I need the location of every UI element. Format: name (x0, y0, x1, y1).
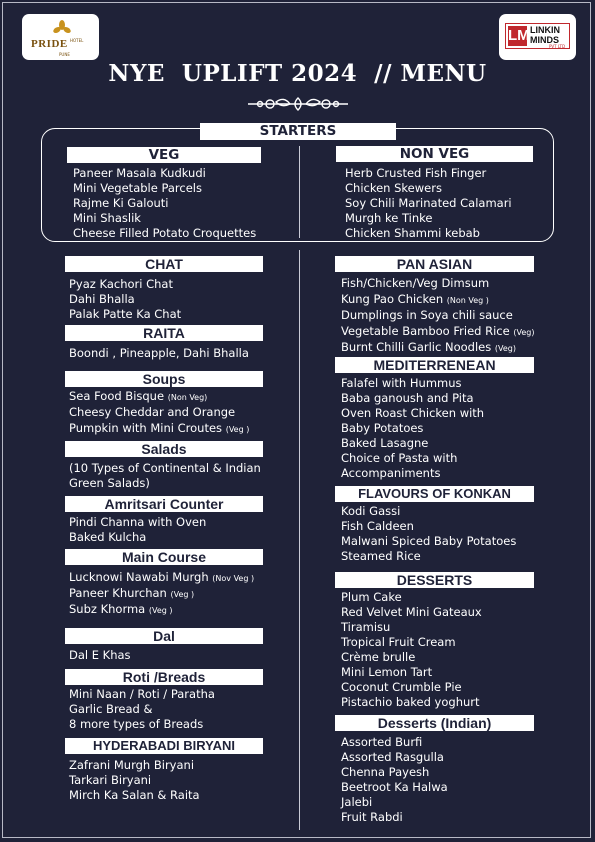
list-item: Green Salads) (69, 476, 150, 490)
pan-asian-list (341, 276, 534, 356)
linkin-logo-line3: PVT LTD (549, 44, 566, 49)
list-item: Tiramisu (341, 620, 391, 634)
page-title: NYE UPLIFT 2024 // MENU (108, 60, 487, 87)
list-item: Mini Naan / Roti / Paratha (69, 687, 215, 701)
desserts-indian-list (341, 735, 448, 825)
linkin-minds-logo (499, 14, 576, 60)
salads-list (69, 461, 261, 491)
pan-asian-header: PAN ASIAN (335, 256, 534, 272)
salads-header: Salads (65, 441, 263, 457)
mediterranean-header: MEDITERRENEAN (335, 357, 534, 373)
flower-icon (53, 20, 71, 37)
list-item: 8 more types of Breads (69, 717, 204, 731)
list-item: Choice of Pasta with (341, 451, 458, 465)
list-item: Falafel with Hummus (341, 376, 462, 390)
starters-header: STARTERS (200, 123, 396, 140)
desserts-header: DESSERTS (335, 572, 534, 588)
raita-header: RAITA (65, 325, 263, 341)
pride-logo-city: PUNE (59, 52, 70, 57)
soups-list (69, 389, 249, 437)
list-item: Baby Potatoes (341, 421, 424, 435)
list-item: Chicken Shammi kebab (345, 226, 480, 240)
list-item: Herb Crusted Fish Finger (345, 166, 487, 180)
list-item: (10 Types of Continental & Indian (69, 461, 261, 475)
list-item: Crème brulle (341, 650, 416, 664)
list-item: Palak Patte Ka Chat (69, 307, 182, 321)
chat-header: CHAT (65, 256, 263, 272)
ornament-divider-icon (246, 94, 350, 114)
linkin-logo-line1: LINKIN (530, 25, 560, 35)
biryani-header: HYDERABADI BIRYANI (65, 738, 263, 754)
list-item: Chenna Payesh (341, 765, 430, 779)
list-item: Pindi Channa with Oven (69, 515, 207, 529)
list-item: Assorted Rasgulla (341, 750, 444, 764)
linkin-logo-frame (505, 23, 570, 49)
list-item: Chicken Skewers (345, 181, 442, 195)
list-item: Baba ganoush and Pita (341, 391, 474, 405)
columns-divider (299, 250, 300, 830)
list-item: Garlic Bread & (69, 702, 153, 716)
list-item: Dal E Khas (69, 648, 131, 662)
list-item: Lucknowi Nawabi Murgh (Nov Veg ) (69, 570, 255, 584)
list-item: Pyaz Kachori Chat (69, 277, 173, 291)
list-item: Pistachio baked yoghurt (341, 695, 480, 709)
pride-logo-sub: HOTEL (70, 38, 84, 43)
lm-mark: LM (508, 27, 530, 44)
list-item: Baked Lasagne (341, 436, 429, 450)
biryani-list (69, 758, 200, 803)
nonveg-header: NON VEG (336, 146, 533, 162)
linkin-logo-line2: MINDS (530, 35, 559, 45)
list-item: Paneer Masala Kudkudi (73, 166, 206, 180)
roti-breads-list (69, 687, 215, 732)
list-item: Vegetable Bamboo Fried Rice (Veg) (341, 324, 535, 338)
list-item: Mini Lemon Tart (341, 665, 433, 679)
list-item: Plum Cake (341, 590, 402, 604)
list-item: Subz Khorma (Veg ) (69, 602, 173, 616)
raita-list (69, 346, 249, 361)
veg-header: VEG (67, 147, 261, 163)
list-item: Baked Kulcha (69, 530, 147, 544)
amritsari-header: Amritsari Counter (65, 496, 263, 512)
list-item: Oven Roast Chicken with (341, 406, 485, 420)
list-item: Fish/Chicken/Veg Dimsum (341, 276, 490, 290)
konkan-list (341, 504, 516, 564)
list-item: Jalebi (341, 795, 373, 809)
pride-hotel-logo (22, 14, 99, 60)
list-item: Beetroot Ka Halwa (341, 780, 448, 794)
dal-header: Dal (65, 628, 263, 644)
list-item: Accompaniments (341, 466, 441, 480)
main-course-list (69, 570, 254, 618)
dal-list (69, 648, 131, 663)
list-item: Steamed Rice (341, 549, 421, 563)
mediterranean-list (341, 376, 484, 481)
pride-logo-word: PRIDE (31, 38, 68, 50)
list-item: Soy Chili Marinated Calamari (345, 196, 512, 210)
nonveg-starters-list (345, 166, 512, 241)
desserts-indian-header: Desserts (Indian) (335, 715, 534, 731)
list-item: Rajme Ki Galouti (73, 196, 169, 210)
chat-list (69, 277, 181, 322)
list-item: Sea Food Bisque (Non Veg) (69, 389, 208, 403)
list-item: Mini Vegetable Parcels (73, 181, 202, 195)
list-item: Murgh ke Tinke (345, 211, 433, 225)
list-item: Kodi Gassi (341, 504, 401, 518)
list-item: Pumpkin with Mini Croutes (Veg ) (69, 421, 250, 435)
konkan-header: FLAVOURS OF KONKAN (335, 486, 534, 502)
roti-breads-header: Roti /Breads (65, 669, 263, 685)
main-course-header: Main Course (65, 549, 263, 565)
list-item: Assorted Burfi (341, 735, 423, 749)
list-item: Mini Shaslik (73, 211, 141, 225)
list-item: Malwani Spiced Baby Potatoes (341, 534, 517, 548)
desserts-list (341, 590, 482, 710)
list-item: Kung Pao Chicken (Non Veg ) (341, 292, 489, 306)
list-item: Zafrani Murgh Biryani (69, 758, 195, 772)
list-item: Cheesy Cheddar and Orange (69, 405, 236, 419)
list-item: Dahi Bhalla (69, 292, 135, 306)
list-item: Paneer Khurchan (Veg ) (69, 586, 195, 600)
list-item: Burnt Chilli Garlic Noodles (Veg) (341, 340, 516, 354)
list-item: Cheese Filled Potato Croquettes (73, 226, 257, 240)
list-item: Mirch Ka Salan & Raita (69, 788, 200, 802)
list-item: Dumplings in Soya chili sauce (341, 308, 513, 322)
list-item: Fish Caldeen (341, 519, 414, 533)
list-item: Tropical Fruit Cream (341, 635, 456, 649)
list-item: Tarkari Biryani (69, 773, 152, 787)
amritsari-list (69, 515, 206, 545)
list-item: Red Velvet Mini Gateaux (341, 605, 482, 619)
starters-divider (299, 146, 300, 238)
list-item: Fruit Rabdi (341, 810, 403, 824)
list-item: Boondi , Pineapple, Dahi Bhalla (69, 346, 249, 360)
list-item: Coconut Crumble Pie (341, 680, 462, 694)
soups-header: Soups (65, 371, 263, 387)
veg-starters-list (73, 166, 256, 241)
